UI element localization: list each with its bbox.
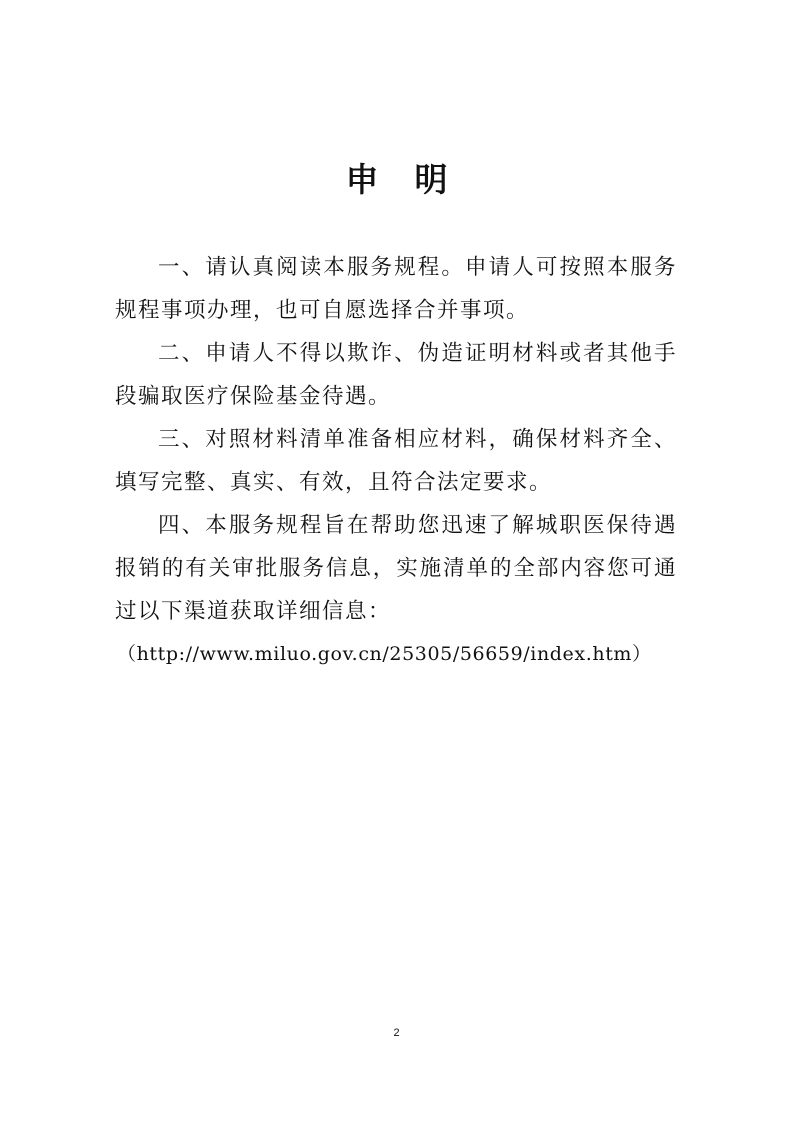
document-title: 申明 [345, 160, 484, 199]
declaration-body [115, 246, 677, 676]
declaration-item-4: 四、本服务规程旨在帮助您迅速了解城职医保待遇报销的有关审批服务信息，实施清单的全部内容您可通过以下渠道获取详细信息： [115, 513, 677, 624]
info-url[interactable]: （http://www.miluo.gov.cn/25305/56659/index.htm） [117, 643, 652, 665]
page-number: 2 [393, 1027, 400, 1039]
declaration-item-2: 二、申请人不得以欺诈、伪造证明材料或者其他手段骗取医疗保险基金待遇。 [115, 341, 677, 409]
declaration-item-1: 一、请认真阅读本服务规程。申请人可按照本服务规程事项办理，也可自愿选择合并事项。 [115, 255, 677, 323]
declaration-item-3: 三、对照材料清单准备相应材料，确保材料齐全、填写完整、真实、有效，且符合法定要求。 [115, 427, 677, 495]
